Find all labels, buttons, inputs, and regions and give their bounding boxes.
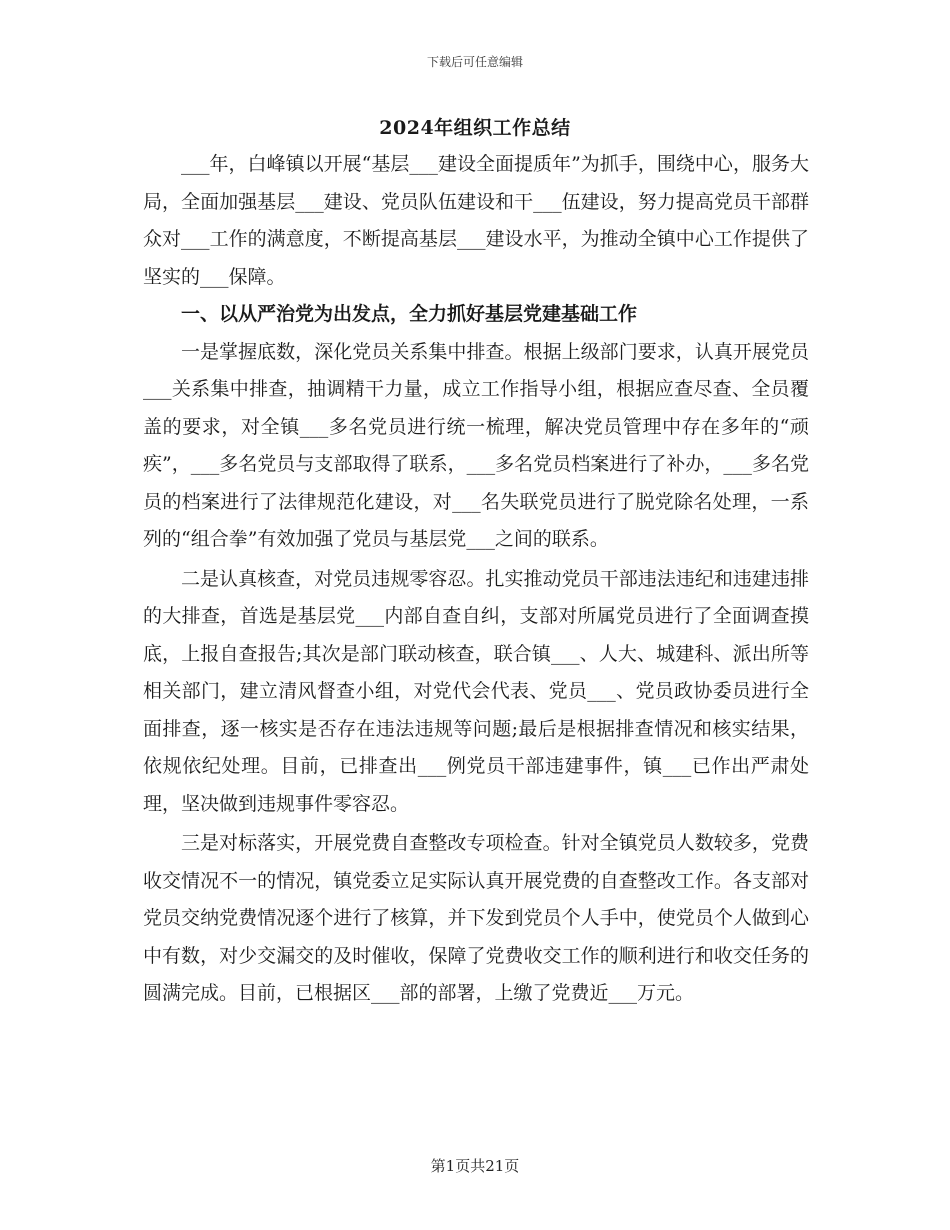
body-paragraph: 二是认真核查，对党员违规零容忍。扎实推动党员干部违法违纪和违建违排的大排查，首选是基层党___内部自查自纠，支部对所属党员进行了全面调查摸底，上报自查报告;其次是部门联动核查，联合镇___、人大、城建科、派出所等相关部门，建立清风督查小组，对党代会代表、党员___、党员政协委员进行全面排查，逐一核实是否存在违法违规等问题;最后是根据排查情况和核实结果，依规依纪处理。目前，已排查出___例党员干部违建事件，镇___已作出严肃处理，坚决做到违规事件零容忍。 xyxy=(143,567,809,815)
section-heading: 一、以从严治党为出发点，全力抓好基层党建基础工作 xyxy=(181,303,638,325)
page-header-note: 下载后可任意编辑 xyxy=(426,55,523,69)
page-footer-number: 第1页共21页 xyxy=(430,1157,520,1175)
body-paragraph: 三是对标落实，开展党费自查整改专项检查。针对全镇党员人数较多，党费收交情况不一的情况，镇党委立足实际认真开展党费的自查整改工作。各支部对党员交纳党费情况逐个进行了核算，并下发到党员个人手中，使党员个人做到心中有数，对少交漏交的及时催收，保障了党费收交工作的顺利进行和收交任务的圆满完成。目前，已根据区___部的部署，上缴了党费近___万元。 xyxy=(143,832,809,1004)
intro-paragraph: ___年，白峰镇以开展“基层___建设全面提质年”为抓手，围绕中心，服务大局，全面加强基层___建设、党员队伍建设和干___伍建设，努力提高党员干部群众对___工作的满意度，不断提高基层___建设水平，为推动全镇中心工作提供了坚实的___保障。 xyxy=(143,153,809,288)
document-title: 2024年组织工作总结 xyxy=(379,117,571,139)
document-body xyxy=(143,146,809,1013)
body-paragraph: 一是掌握底数，深化党员关系集中排查。根据上级部门要求，认真开展党员___关系集中排查，抽调精干力量，成立工作指导小组，根据应查尽查、全员覆盖的要求，对全镇___多名党员进行统一梳理，解决党员管理中存在多年的“顽疾”，___多名党员与支部取得了联系，___多名党员档案进行了补办，___多名党员的档案进行了法律规范化建设，对___名失联党员进行了脱党除名处理，一系列的“组合拳”有效加强了党员与基层党___之间的联系。 xyxy=(143,340,809,550)
